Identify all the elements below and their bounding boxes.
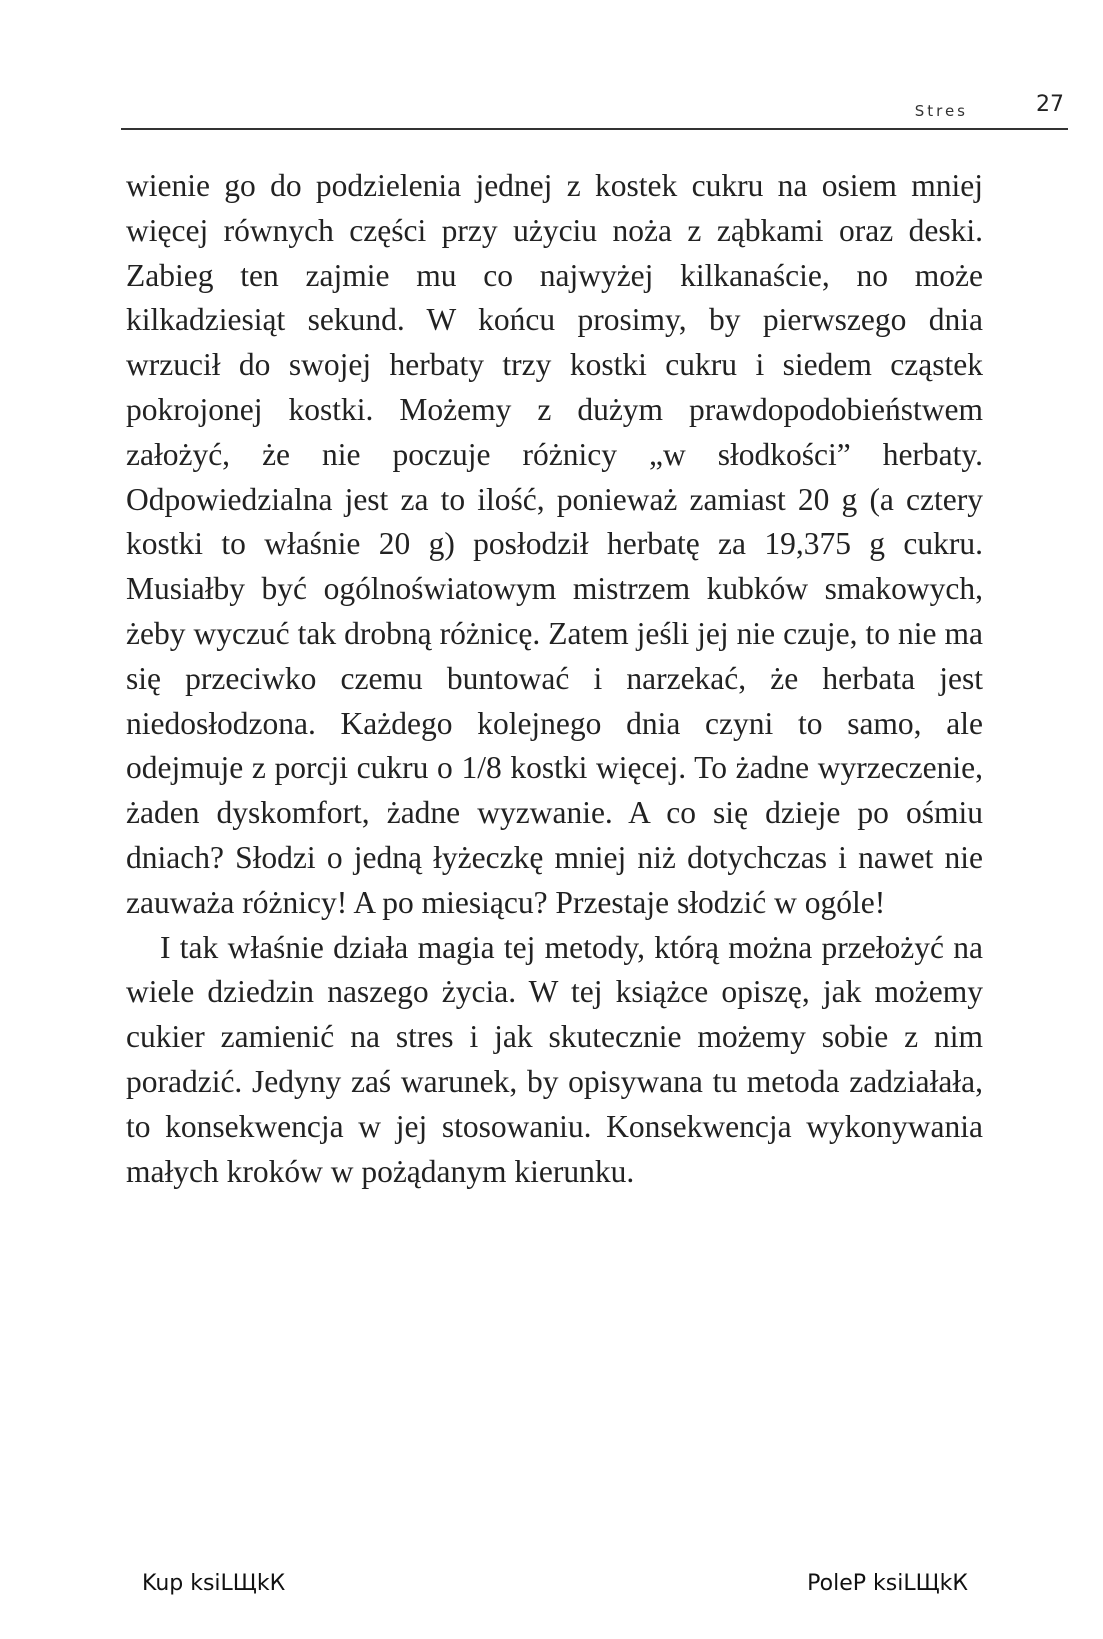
running-header [121, 88, 1068, 130]
paragraph: wienie go do podzielenia jednej z kostek cukru na osiem mniej więcej równych części przy użyciu noża z ząbkami oraz deski. Zabieg ten zajmie mu co najwyżej kilkanaście, no może kilkadziesiąt sekund. W końcu prosimy, by pierwszego dnia wrzucił do swojej herbaty trzy kostki cukru i siedem cząstek pokrojonej kostki. Możemy z dużym prawdopodobieństwem założyć, że nie poczuje różnicy „w słodkości” herbaty. Odpowiedzialna jest za to ilość, ponieważ zamiast 20 g (a cztery kostki to właśnie 20 g) posłodził herbatę za 19,375 g cukru. Musiałby być ogólnoświatowym mistrzem kubków smakowych, żeby wyczuć tak drobną różnicę. Zatem jeśli jej nie czuje, to nie ma się przeciwko czemu buntować i narzekać, że herbata jest niedosłodzona. Każdego kolejnego dnia czyni to samo, ale odejmuje z porcji cukru o 1/8 kostki więcej. To żadne wyrzeczenie, żaden dyskomfort, żadne wyzwanie. A co się dzieje po ośmiu dniach? Słodzi o jedną łyżeczkę mniej niż dotychczas i nawet nie zauważa różnicy! A po miesiącu? Przestaje słodzić w ogóle! [126, 168, 983, 920]
page-number: 27 [1036, 92, 1064, 117]
body-text [126, 164, 983, 1194]
section-title: Stres [914, 102, 968, 120]
paragraph: I tak właśnie działa magia tej metody, którą można przełożyć na wiele dziedzin naszego życia. W tej książce opiszę, jak możemy cukier zamienić na stres i jak skutecznie możemy sobie z nim poradzić. Jedyny zaś warunek, by opisywana tu metoda zadziałała, to konsekwencja w jej stosowaniu. Konsekwencja wykonywania małych kroków w pożądanym kierunku. [126, 929, 983, 1189]
recommend-book-link[interactable]: PoleP ksiLЩkК [807, 1571, 968, 1596]
buy-book-link[interactable]: Kup ksiLЩkК [142, 1571, 286, 1596]
